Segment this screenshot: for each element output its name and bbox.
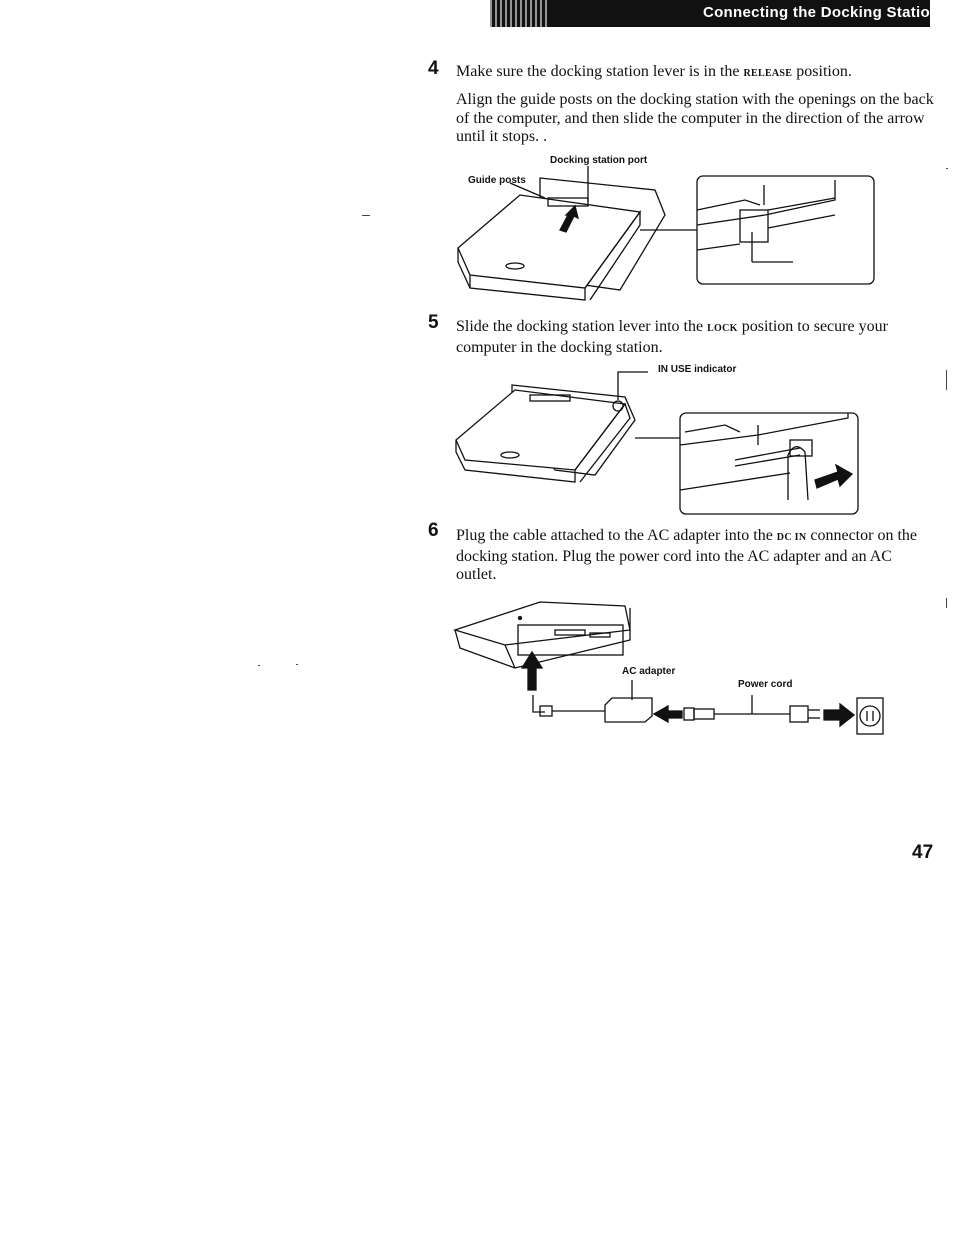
- step-6-number: 6: [428, 520, 439, 541]
- step-5-text-b: position to secure your computer in the docking station.: [456, 318, 888, 356]
- power-cord-label: Power cord: [738, 679, 793, 690]
- scan-speck: [946, 168, 948, 169]
- step-4-text-a: Make sure the docking station lever is in the: [456, 63, 744, 80]
- in-use-indicator-label: IN USE indicator: [658, 364, 737, 375]
- step-4-number: 4: [428, 58, 439, 79]
- header-title: Connecting the Docking Statio: [702, 4, 930, 21]
- step-4-text-b: position.: [792, 63, 852, 80]
- docking-station-port-label: Docking station port: [550, 155, 648, 166]
- scan-speck: [258, 665, 260, 666]
- step-6-text-a: Plug the cable attached to the AC adapter into the: [456, 527, 777, 544]
- scan-speck: [946, 370, 947, 390]
- step-6-text-b: connector on the docking station. Plug the power cord into the AC adapter and an AC outlet.: [456, 527, 917, 583]
- lock-keyword: LOCK: [707, 323, 738, 334]
- scan-speck: [296, 664, 298, 665]
- scan-speck: [362, 215, 370, 216]
- release-keyword: RELEASE: [743, 68, 793, 79]
- step-5-text-a: Slide the docking station lever into the: [456, 318, 708, 335]
- page-number: 47: [912, 842, 934, 863]
- step-4-para2: Align the guide posts on the docking station with the openings on the back of the computer, and then slide the computer in the direction of the arrow until it stops. .: [456, 91, 934, 145]
- dc-in-keyword: DC IN: [776, 532, 807, 543]
- scan-speck: [946, 598, 947, 608]
- step-5-number: 5: [428, 312, 439, 333]
- guide-posts-label: Guide posts: [468, 175, 526, 186]
- ac-adapter-label: AC adapter: [622, 666, 676, 677]
